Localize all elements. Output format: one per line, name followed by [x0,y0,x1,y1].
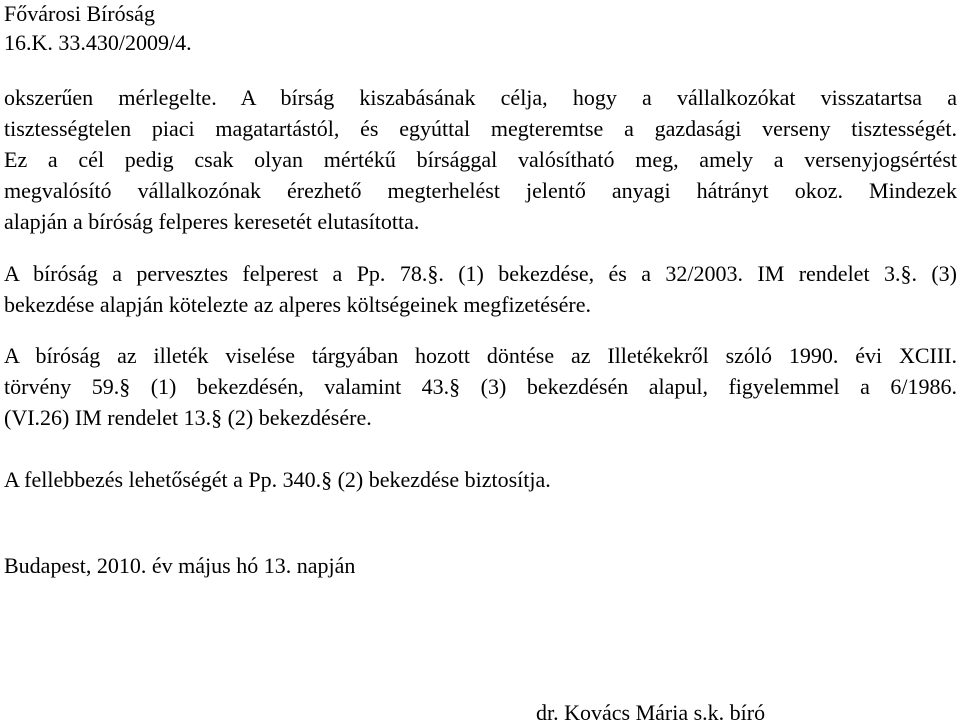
paragraph-line: megvalósító vállalkozónak érezhető megterhelést jelentő anyagi hátrányt okoz. Mindezek [4,178,957,203]
paragraph-line: A fellebbezés lehetőségét a Pp. 340.§ (2) bekezdése biztosítja. [4,467,551,492]
place-and-date: Budapest, 2010. év május hó 13. napján [4,553,356,578]
paragraph-line: okszerűen mérlegelte. A bírság kiszabásának célja, hogy a vállalkozókat visszatartsa a [4,85,957,110]
court-name: Fővárosi Bíróság [4,1,155,26]
paragraph-line: Ez a cél pedig csak olyan mértékű bírsággal valósítható meg, amely a versenyjogsértést [4,147,957,172]
paragraph-line: alapján a bíróság felperes keresetét elutasította. [4,209,420,234]
judge-signature: dr. Kovács Mária s.k. bíró [536,700,766,725]
paragraph-line: A bíróság az illeték viselése tárgyában hozott döntése az Illetékekről szóló 1990. évi XCIII. [4,343,957,368]
paragraph-line: (VI.26) IM rendelet 13.§ (2) bekezdésére. [4,405,372,430]
paragraph-line: törvény 59.§ (1) bekezdésén, valamint 43.§ (3) bekezdésén alapul, figyelemmel a 6/1986. [4,374,957,399]
paragraph-line: A bíróság a pervesztes felperest a Pp. 78.§. (1) bekezdése, és a 32/2003. IM rendelet 3.§. (3) [4,261,957,286]
paragraph-line: bekezdése alapján kötelezte az alperes költségeinek megfizetésére. [4,292,591,317]
case-number: 16.K. 33.430/2009/4. [4,30,192,55]
paragraph-line: tisztességtelen piaci magatartástól, és egyúttal megteremtse a gazdasági verseny tisztességét. [4,116,957,141]
